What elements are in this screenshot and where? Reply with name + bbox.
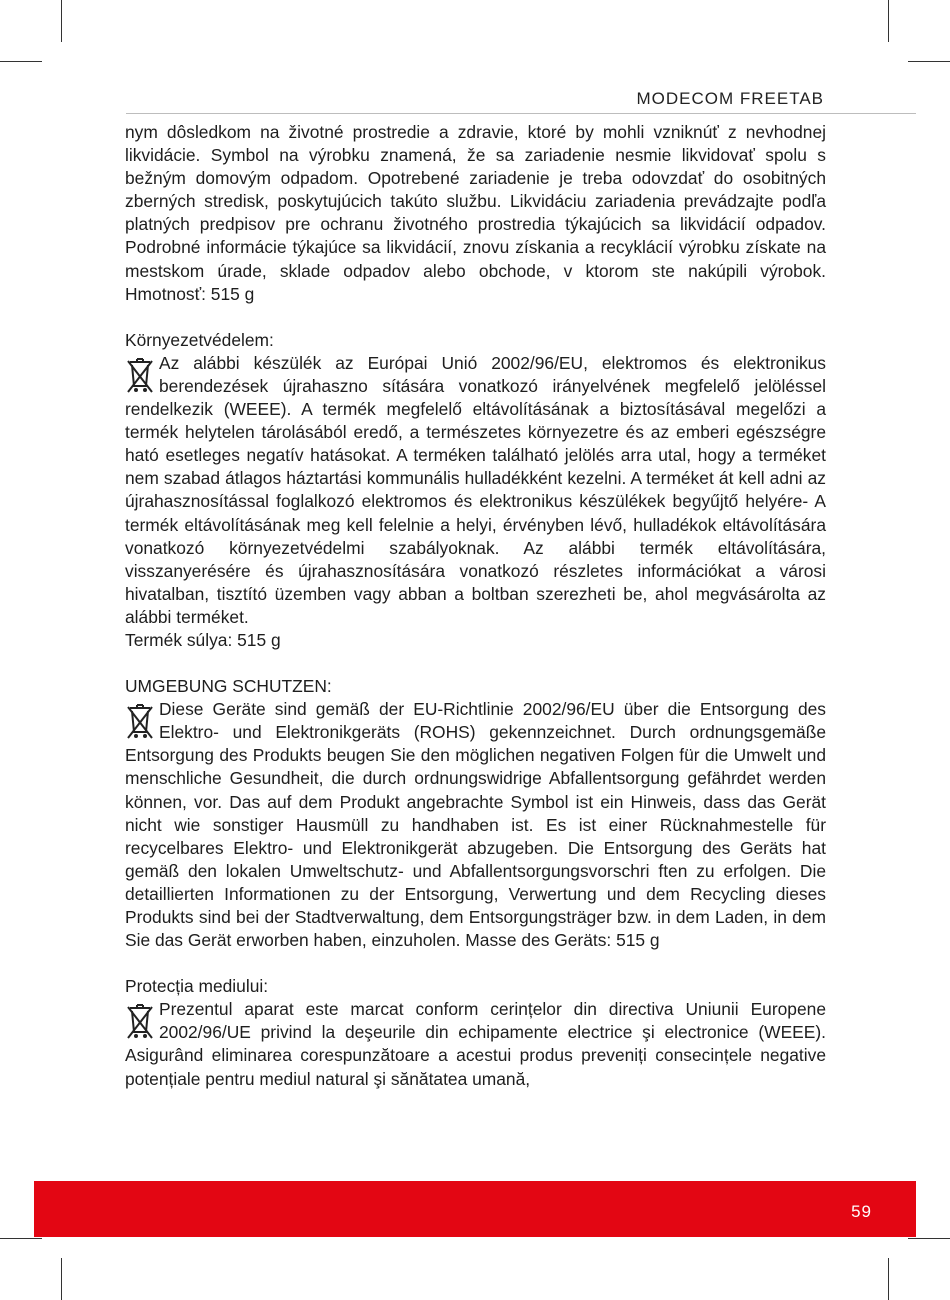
- section-ro-text-block: [125, 998, 826, 1090]
- section-hu-heading: Környezetvédelem:: [125, 329, 274, 350]
- crop-mark-top-right: [888, 0, 889, 42]
- page-content: [125, 121, 826, 1091]
- crop-mark-top-left-h: [0, 61, 42, 62]
- crop-mark-top-left: [61, 0, 62, 42]
- page-number: 59: [851, 1202, 872, 1221]
- section-de-text-block: [125, 698, 826, 952]
- section-hu-text: Az alábbi készülék az Európai Unió 2002/96/EU, elektromos és elektronikus berendezések újrahaszno sítására vonatkozó irányelvének megfelelő jelöléssel rendelkezik (WEEE). A termék megfelelő eltávolításának a biztosításával megelőzi a termék helytelen tárolásából eredő, a természetes környezetre és az emberi egészségre ható esetleges negatív hatásokat. A terméken található jelölés arra utal, hogy a terméket nem szabad átlagos háztartási kommunális hulladékként kezelni. A terméket át kell adni az újrahasznosítással foglalkozó elektromos és elektronikus készülékek begyűjtő helyére- A termék eltávolításának meg kell felelnie a helyi, érvényben lévő, hulladékok eltávolítására vonatkozó környezetvédelmi szabályoknak. Az alábbi termék eltávolítására, visszanyerésére és újrahasznosítására vonatkozó részletes információkat a városi hivatalban, tisztító üzemben vagy abban a boltban szerezheti be, ahol megvásárolta az alábbi terméket.: [125, 352, 826, 627]
- section-de-heading: UMGEBUNG SCHUTZEN:: [125, 676, 332, 697]
- header-rule: [126, 113, 916, 114]
- section-ro-heading: Protecția mediului:: [125, 976, 269, 997]
- crossed-out-bin-icon: [123, 700, 157, 744]
- header-title: MODECOM FREETAB: [636, 89, 824, 108]
- section-hu-text-block: [125, 352, 826, 629]
- crop-mark-top-right-h: [908, 61, 950, 62]
- crop-mark-bottom-right-h: [908, 1238, 950, 1239]
- section-sk-text: nym dôsledkom na životné prostredie a zdravie, ktoré by mohli vzniknúť z nevhodnej likvidácie. Symbol na výrobku znamená, že sa zariadenie nesmie likvidovať spolu s bežným domovým odpadom. Opotrebené zariadenie je treba odovzdať do osobitných zberných stredisk, poskytujúcich takúto službu. Likvidáciu zariadenia prevádzajte podľa platných predpisov pre ochranu životného prostredia týkajúcich sa likvidácií odpadov. Podrobné informácie týkajúce sa likvidácií, znovu získania a recyklácií výrobku získate na mestskom úrade, sklade odpadov alebo obchode, v ktorom ste nakúpili výrobok. Hmotnosť: 515 g: [125, 122, 826, 304]
- section-ro-text: Prezentul aparat este marcat conform cerințelor din directiva Uniunii Europene 2002/96/UE privind la deşeurile din echipamente electrice şi electronice (WEEE). Asigurând eliminarea corespunzătoare a acestui produs preveniți consecințele negative potențiale pentru mediul natural şi sănătatea umană,: [125, 999, 826, 1089]
- crop-mark-bottom-right: [888, 1258, 889, 1300]
- section-de-text: Diese Geräte sind gemäß der EU-Richtlinie 2002/96/EU über die Entsorgung des Elektro- und Elektronikgeräts (ROHS) gekennzeichnet. Durch ordnungsgemäße Entsorgung des Produkts beugen Sie den möglichen negativen Folgen für die Umwelt und menschliche Gesundheit, die durch ordnungswidrige Abfallentsorgung gefährdet werden können, vor. Das auf dem Produkt angebrachte Symbol ist ein Hinweis, dass das Gerät nicht wie sonstiger Hausmüll zu handhaben ist. Es ist einer Rücknahmestelle für recycelbares Elektro- und Elektronikgerät abzugeben. Die Entsorgung des Geräts hat gemäß den lokalen Umweltschutz- und Abfallentsorgungsvorschri ften zu erfolgen. Die detaillierten Informationen zu der Entsorgung, Verwertung und dem Recycling dieses Produkts sind bei der Stadtverwaltung, dem Entsorgungsträger bzw. in dem Laden, in dem Sie das Gerät erworben haben, einzuholen. Masse des Geräts: 515 g: [125, 699, 826, 951]
- crop-mark-bottom-left: [61, 1258, 62, 1300]
- footer-bar: [34, 1181, 916, 1237]
- section-hu-weight: Termék súlya: 515 g: [125, 629, 281, 650]
- crossed-out-bin-icon: [123, 1000, 157, 1044]
- crossed-out-bin-icon: [123, 354, 157, 398]
- crop-mark-bottom-left-h: [0, 1238, 42, 1239]
